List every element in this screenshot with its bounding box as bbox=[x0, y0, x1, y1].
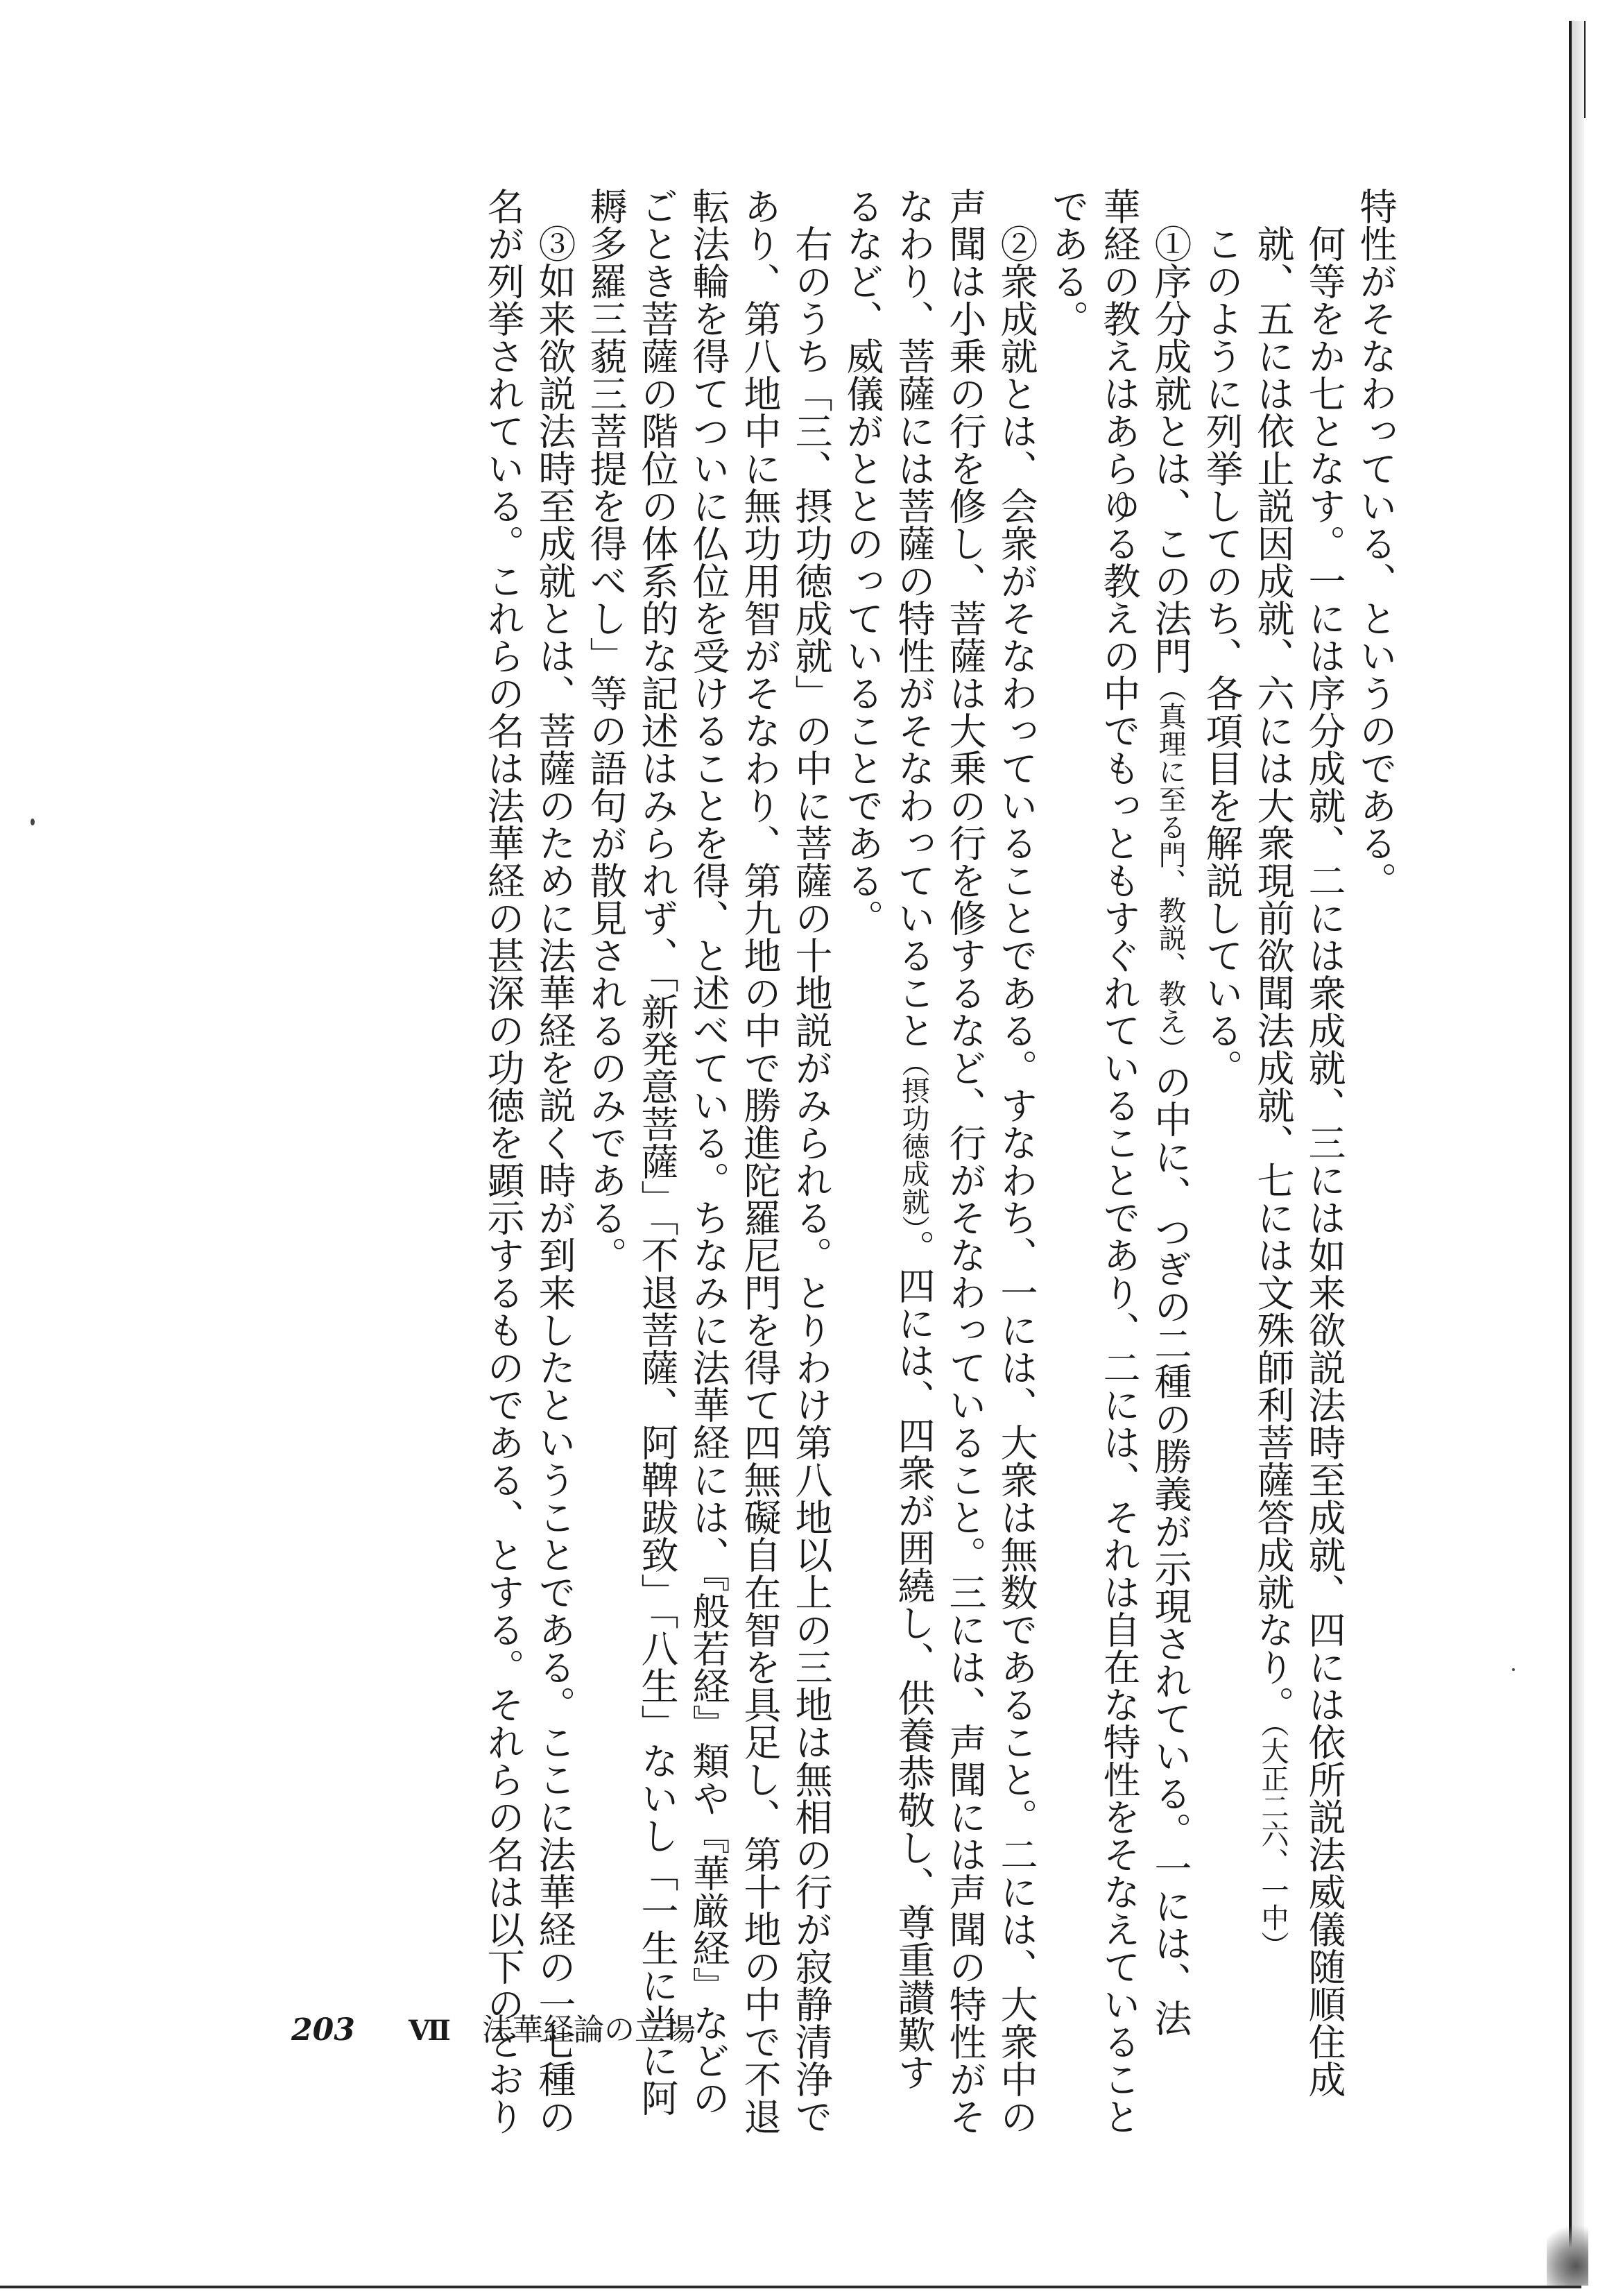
page-bottom-edge bbox=[0, 2286, 1581, 2288]
text-line: 右のうち「三、摂功徳成就」の中に菩薩の十地説がみられる。とりわけ第八地以上の三地は無相の行が寂静清浄で bbox=[789, 225, 833, 2135]
text-line: なわり、菩薩には菩薩の特性がそなわっていること（摂功徳成就）。四には、四衆が囲繞し、供養恭敬し、尊重讃歎す bbox=[892, 187, 936, 2091]
text-line: ごとき菩薩の階位の体系的な記述はみられず、「新発意菩薩」「不退菩薩、阿鞞跋致」「八生」ないし「一生に当に阿 bbox=[635, 187, 679, 2116]
text-line: 何等をか七となす。一には序分成就、二には衆成就、三には如来欲説法時至成就、四には依所説法威儀随順住成 bbox=[1303, 225, 1346, 2098]
text-line: このように列挙してのち、各項目を解説している。 bbox=[1200, 225, 1244, 1086]
scan-speck bbox=[31, 819, 35, 825]
text-line: 就、五には依止説因成就、六には大衆現前欲聞法成就、七には文殊師利菩薩答成就なり。（大正二六、一中） bbox=[1251, 225, 1295, 1959]
text-line: ③如来欲説法時至成就とは、菩薩のために法華経を説く時が到来したということである。ここに法華経の一七種の bbox=[533, 225, 576, 2135]
text-line: 転法輪を得てついに仏位を受けることを得、と述べている。ちなみに法華経には、『般若経』類や『華厳経』などの bbox=[687, 187, 730, 2116]
text-line: 声聞は小乗の行を修し、菩薩は大乗の行を修するなど、行がそなわっていること。三には、声聞には声聞の特性がそ bbox=[943, 187, 987, 2135]
text-line: 耨多羅三藐三菩提を得べし」等の語句が散見されるのみである。 bbox=[584, 187, 628, 1274]
text-line: である。 bbox=[1046, 187, 1090, 337]
scan-speck bbox=[1512, 1668, 1515, 1671]
text-line: 特性がそなわっている、というのである。 bbox=[1354, 187, 1398, 899]
text-line: あり、第八地中に無功用智がそなわり、第九地の中で勝進陀羅尼門を得て四無礙自在智を具足し、第十地の中で不退 bbox=[738, 187, 782, 2135]
text-line: 華経の教えはあらゆる教えの中でもっともすぐれていることであり、二には、それは自在な特性をそなえていること bbox=[1097, 187, 1141, 2135]
page-corner-shadow bbox=[1547, 2220, 1588, 2286]
chapter-title: 法華経論の立場 bbox=[482, 2012, 696, 2048]
page-footer bbox=[291, 2005, 696, 2053]
page-number: 203 bbox=[291, 2012, 355, 2048]
text-line: ①序分成就とは、この法門（真理に至る門、教説、教え）の中に、つぎの二種の勝義が示現されている。一には、法 bbox=[1149, 225, 1192, 2037]
chapter-number: Ⅶ bbox=[408, 2014, 451, 2047]
page-edge bbox=[1569, 21, 1584, 2261]
text-line: るなど、威儀がととのっていることである。 bbox=[841, 187, 884, 936]
text-line: ②衆成就とは、会衆がそなわっていることである。すなわち、一には、大衆は無数であること。二には、大衆中の bbox=[995, 225, 1038, 2135]
text-line: 名が列挙されている。これらの名は法華経の甚深の功徳を顕示するものである、とする。それらの名は以下のとおり bbox=[481, 187, 525, 2135]
